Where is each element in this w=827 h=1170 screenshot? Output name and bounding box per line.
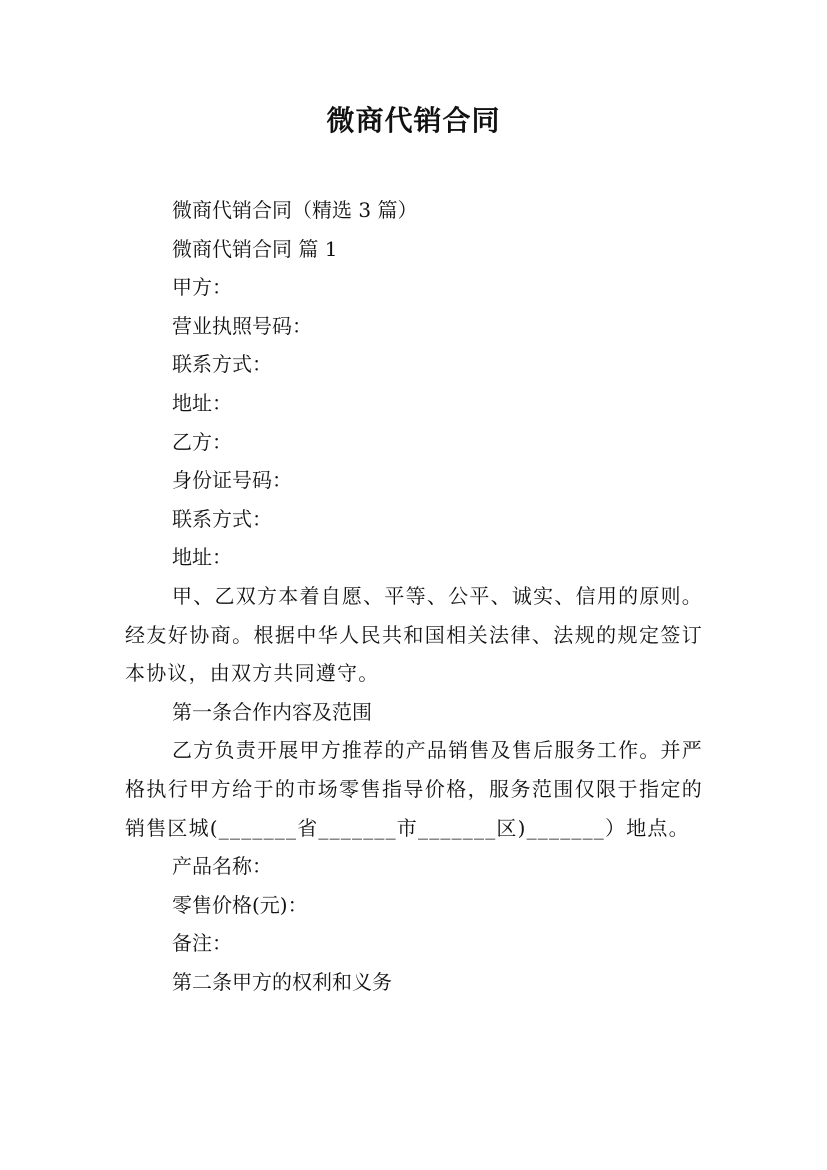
document-title: 微商代销合同	[326, 104, 501, 137]
subtitle-line: 微商代销合同（精选 3 篇）	[172, 198, 418, 222]
party-a-contact-label: 联系方式：	[172, 352, 272, 377]
business-license-label: 营业执照号码：	[172, 313, 312, 338]
party-b-address-label: 地址：	[172, 545, 232, 570]
product-name-label: 产品名称：	[172, 854, 272, 879]
chapter-line: 微商代销合同 篇 1	[172, 236, 338, 261]
section-2-heading: 第二条甲方的权利和义务	[172, 969, 392, 994]
party-b-contact-label: 联系方式：	[172, 506, 272, 531]
id-number-label: 身份证号码：	[172, 468, 292, 493]
party-a-label: 甲方：	[172, 275, 232, 300]
document-body	[125, 191, 703, 1001]
cooperation-scope-paragraph: 乙方负责开展甲方推荐的产品销售及售后服务工作。并严格执行甲方给于的市场零售指导价格，服务范围仅限于指定的销售区城(_______省_______市_______区)_______）地点。	[125, 738, 703, 840]
party-a-address-label: 地址：	[172, 390, 232, 415]
remarks-label: 备注：	[172, 931, 232, 956]
party-b-label: 乙方：	[172, 429, 232, 454]
section-1-heading: 第一条合作内容及范围	[172, 699, 372, 724]
retail-price-label: 零售价格(元)：	[172, 892, 308, 917]
principles-paragraph: 甲、乙双方本着自愿、平等、公平、诚实、信用的原则。经友好协商。根据中华人民共和国相关法律、法规的规定签订本协议，由双方共同遵守。	[125, 583, 703, 686]
